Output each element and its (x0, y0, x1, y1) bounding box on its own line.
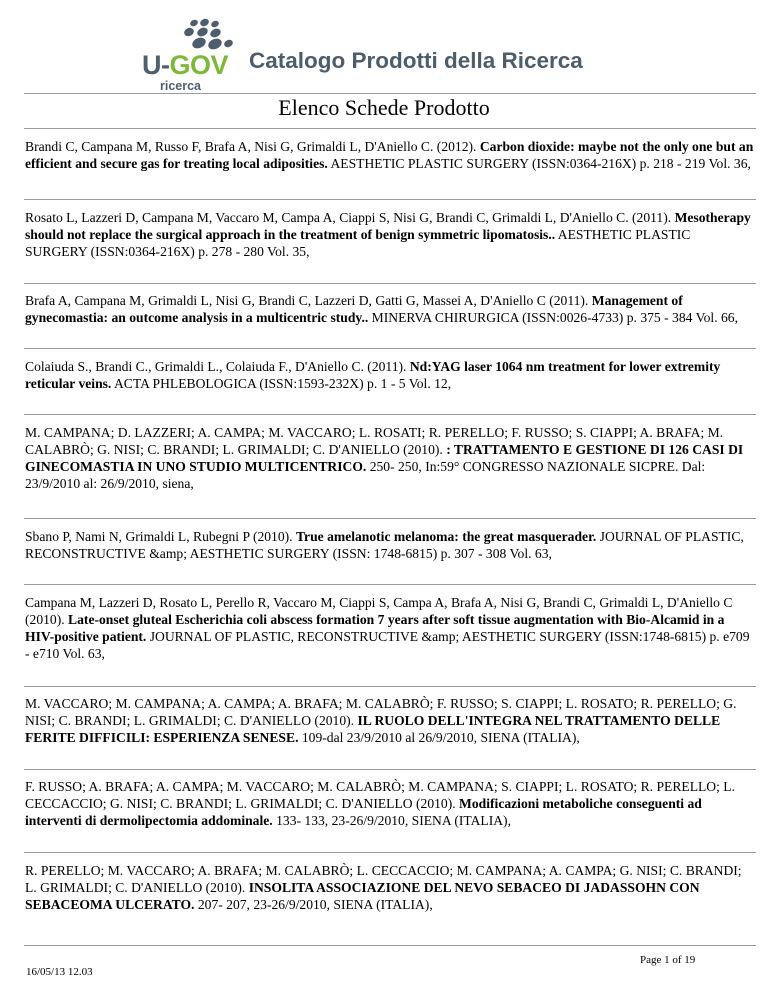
logo-dot (183, 26, 195, 37)
record-title: Carbon dioxide: maybe not the only one but an efficient and secure gas for treating local adiposities. (25, 139, 754, 171)
record-authors: Brafa A, Campana M, Grimaldi L, Nisi G, Brandi C, Lazzeri D, Gatti G, Massei A, D'Aniello C (2011). (25, 293, 592, 308)
logo-dot (189, 19, 199, 28)
logo-dot (191, 36, 208, 51)
record-details: 109-dal 23/9/2010 al 26/9/2010, SIENA (ITALIA), (298, 730, 580, 745)
page-header (0, 0, 768, 96)
record-authors: Campana M, Lazzeri D, Rosato L, Perello R, Vaccaro M, Ciappi S, Campa A, Brafa A, Nisi G, Brandi C, Grimaldi L, D'Aniello C (2010). (25, 595, 733, 627)
logo-subtitle: ricerca (160, 79, 202, 93)
u-gov-logo (142, 20, 238, 92)
record-title: INSOLITA ASSOCIAZIONE DEL NEVO SEBACEO DI JADASSOHN CON SEBACEOMA ULCERATO. (25, 880, 700, 912)
record-details: 207- 207, 23-26/9/2010, SIENA (ITALIA), (194, 897, 433, 912)
record-details: 133- 133, 23-26/9/2010, SIENA (ITALIA), (272, 813, 511, 828)
print-timestamp: 16/05/13 12.03 (26, 966, 93, 978)
record-title: Management of gynecomastia: an outcome analysis in a multicentric study.. (25, 293, 683, 325)
record-details: MINERVA CHIRURGICA (ISSN:0026-4733) p. 375 - 384 Vol. 66, (368, 310, 738, 325)
record-1 (25, 138, 755, 172)
record-details: AESTHETIC PLASTIC SURGERY (ISSN:0364-216X) p. 278 - 280 Vol. 35, (25, 227, 691, 259)
record-authors: Brandi C, Campana M, Russo F, Brafa A, Nisi G, Grimaldi L, D'Aniello C. (2012). (25, 139, 480, 154)
record-title: IL RUOLO DELL'INTEGRA NEL TRATTAMENTO DELLE FERITE DIFFICILI: ESPERIENZA SENESE. (25, 713, 721, 745)
logo-dot (210, 20, 220, 29)
divider (24, 199, 756, 200)
record-authors: Colaiuda S., Brandi C., Grimaldi L., Colaiuda F., D'Aniello C. (2011). (25, 359, 410, 374)
record-details: ACTA PHLEBOLOGICA (ISSN:1593-232X) p. 1 - 5 Vol. 12, (111, 376, 452, 391)
record-authors: R. PERELLO; M. VACCARO; A. BRAFA; M. CALABRÒ; L. CECCACCIO; M. CAMPANA; A. CAMPA; G. NISI; C. BRANDI; L. GRIMALDI; C. D'ANIELLO (2010). (25, 863, 742, 895)
page-number: Page 1 of 19 (640, 954, 696, 966)
divider (24, 769, 756, 770)
record-title: Nd:YAG laser 1064 nm treatment for lower extremity reticular veins. (25, 359, 721, 391)
record-7 (25, 594, 755, 662)
divider (24, 518, 756, 519)
page-title: Elenco Schede Prodotto (278, 95, 490, 120)
divider (24, 283, 756, 284)
divider (24, 686, 756, 687)
record-details: AESTHETIC PLASTIC SURGERY (ISSN:0364-216X) p. 218 - 219 Vol. 36, (327, 156, 751, 171)
record-title: True amelanotic melanoma: the great masquerader. (295, 529, 597, 544)
divider (24, 128, 756, 129)
logo-gov: GOV (169, 50, 229, 80)
record-2 (25, 209, 755, 260)
record-title: Modificazioni metaboliche conseguenti ad interventi di dermolipectomia addominale. (25, 796, 702, 828)
divider (24, 852, 756, 853)
record-10 (25, 862, 755, 913)
record-details: JOURNAL OF PLASTIC, RECONSTRUCTIVE &amp; AESTHETIC SURGERY (ISSN: 1748-6815) p. 307 - 308 Vol. 63, (25, 529, 744, 561)
divider (24, 414, 756, 415)
logo-dot (223, 38, 234, 48)
logo-wordmark (142, 50, 228, 81)
record-9 (25, 778, 755, 829)
logo-dot (209, 27, 222, 39)
record-8 (25, 695, 755, 746)
record-authors: M. CAMPANA; D. LAZZERI; A. CAMPA; M. VACCARO; L. ROSATI; R. PERELLO; F. RUSSO; S. CIAPPI; A. BRAFA; M. CALABRÒ; G. NISI; C. BRANDI; L. GRIMALDI; C. D'ANIELLO (2010). (25, 425, 724, 457)
divider (24, 348, 756, 349)
record-details: 250- 250, In:59° CONGRESSO NAZIONALE SICPRE. Dal: 23/9/2010 al: 26/9/2010, siena, (25, 459, 706, 491)
record-4 (25, 358, 755, 392)
divider (24, 93, 756, 94)
record-6 (25, 528, 755, 562)
divider (24, 945, 756, 946)
logo-dot (196, 26, 209, 38)
record-authors: M. VACCARO; M. CAMPANA; A. CAMPA; A. BRAFA; M. CALABRÒ; F. RUSSO; S. CIAPPI; L. ROSATO; R. PERELLO; G. NISI; C. BRANDI; L. GRIMALDI; C. D'ANIELLO (2010). (25, 696, 737, 728)
logo-dot (199, 17, 210, 27)
record-details: JOURNAL OF PLASTIC, RECONSTRUCTIVE &amp; AESTHETIC SURGERY (ISSN:1748-6815) p. e709 - e710 Vol. 63, (25, 629, 750, 661)
record-3 (25, 292, 755, 326)
divider (24, 584, 756, 585)
record-authors: Sbano P, Nami N, Grimaldi L, Rubegni P (2010). (25, 529, 296, 544)
logo-u: U- (142, 50, 170, 80)
record-title: : TRATTAMENTO E GESTIONE DI 126 CASI DI GINECOMASTIA IN UNO STUDIO MULTICENTRICO. (25, 442, 744, 474)
record-authors: Rosato L, Lazzeri D, Campana M, Vaccaro M, Campa A, Ciappi S, Nisi G, Brandi C, Grimaldi L, D'Aniello C. (2011). (25, 210, 675, 225)
record-5 (25, 424, 755, 492)
record-authors: F. RUSSO; A. BRAFA; A. CAMPA; M. VACCARO; M. CALABRÒ; M. CAMPANA; S. CIAPPI; L. ROSATO; R. PERELLO; L. CECCACCIO; G. NISI; C. BRANDI; L. GRIMALDI; C. D'ANIELLO (2010). (25, 779, 735, 811)
record-title: Late-onset gluteal Escherichia coli abscess formation 7 years after soft tissue augmentation with Bio-Alcamid in a HIV-positive patient. (25, 612, 725, 644)
record-title: Mesotherapy should not replace the surgical approach in the treatment of benign symmetric lipomatosis.. (25, 210, 751, 242)
app-title: Catalogo Prodotti della Ricerca (249, 48, 583, 73)
